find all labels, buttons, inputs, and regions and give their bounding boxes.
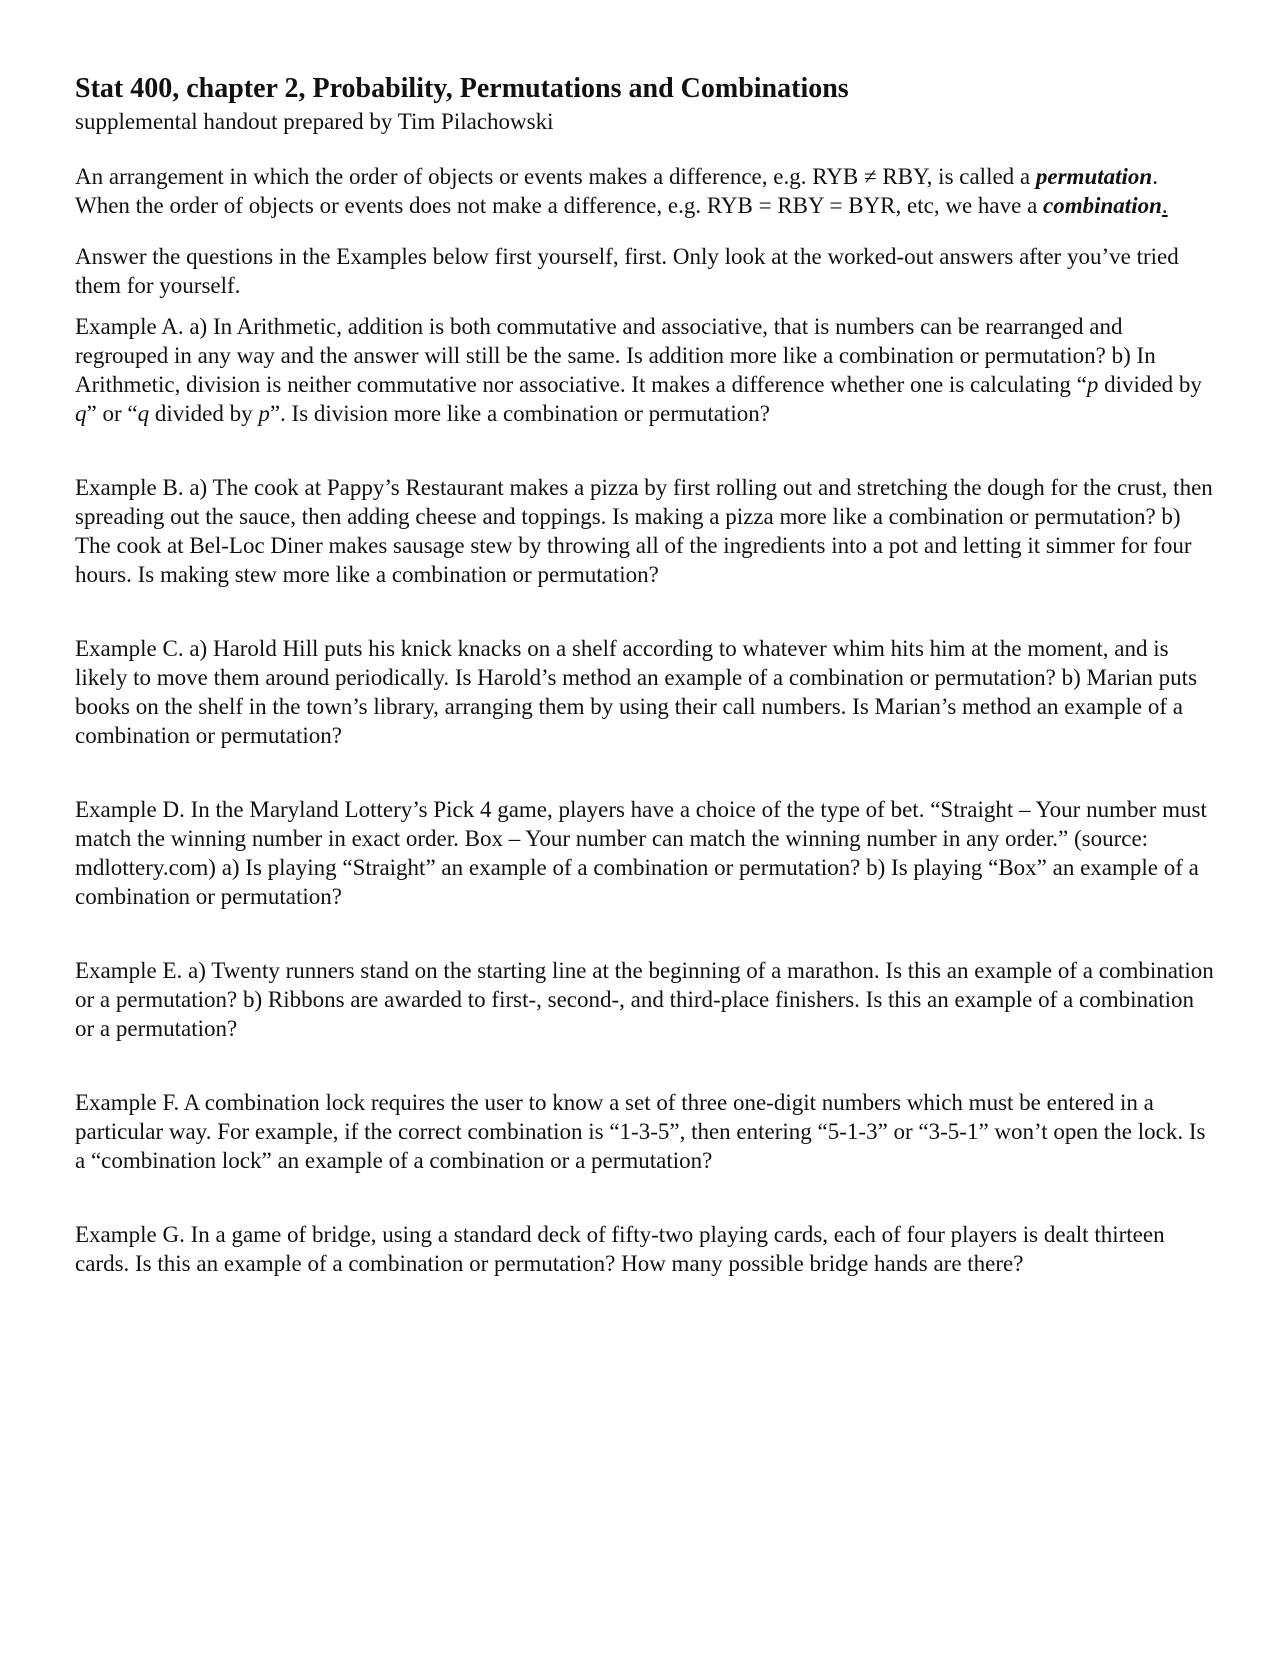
example-c: Example C. a) Harold Hill puts his knick knacks on a shelf according to whatever whim hits him at the moment, and is likely to move them around periodically. Is Harold’s method an example of a combination or permutation? b) Marian puts books on the shelf in the town’s library, arranging them by using their call numbers. Is Marian’s method an example of a combination or permutation? bbox=[75, 636, 1198, 749]
intro-paragraph bbox=[75, 162, 1215, 220]
example-a-text-1: Example A. a) In Arithmetic, addition is both commutative and associative, that is numbers can be rearranged and regrouped in any way and the answer will still be the same. Is addition more like a combination or permutation? b) In Arithmetic, division is neither commutative nor associative. It makes a difference whether one is calculating “ bbox=[75, 314, 1156, 398]
example-a-text-2: divided by bbox=[1098, 372, 1202, 398]
example-a-var-1: p bbox=[1086, 372, 1099, 398]
example-a-text-4: divided by bbox=[149, 401, 259, 427]
example-a bbox=[75, 312, 1215, 428]
term-combination: combination bbox=[1043, 193, 1162, 219]
intro-end: . bbox=[1161, 193, 1168, 219]
example-d: Example D. In the Maryland Lottery’s Pick 4 game, players have a choice of the type of bet. “Straight – Your number must match the winning number in exact order. Box – Your number can match the winning number in any order.” (source: mdlottery.com) a) Is playing “Straight” an example of a combination or permutation? b) Is playing “Box” an example of a combination or permutation? bbox=[75, 797, 1207, 910]
example-a-text-3: ” or “ bbox=[86, 401, 138, 427]
intro-text-2: . When the order of objects or events does not make a difference, e.g. RYB = RBY = BYR, etc, we have a bbox=[75, 164, 1158, 219]
document-title: Stat 400, chapter 2, Probability, Permutations and Combinations bbox=[75, 73, 849, 104]
example-f: Example F. A combination lock requires the user to know a set of three one-digit numbers which must be entered in a particular way. For example, if the correct combination is “1-3-5”, then entering “5-1-3” or “3-5-1” won’t open the lock. Is a “combination lock” an example of a combination or a permutation? bbox=[75, 1090, 1206, 1174]
example-b: Example B. a) The cook at Pappy’s Restaurant makes a pizza by first rolling out and stretching the dough for the crust, then spreading out the sauce, then adding cheese and toppings. Is making a pizza more like a combination or permutation? b) The cook at Bel-Loc Diner makes sausage stew by throwing all of the ingredients into a pot and letting it simmer for four hours. Is making stew more like a combination or permutation? bbox=[75, 475, 1213, 588]
example-a-text-5: ”. Is division more like a combination or permutation? bbox=[269, 401, 770, 427]
example-g: Example G. In a game of bridge, using a standard deck of fifty-two playing cards, each of four players is dealt thirteen cards. Is this an example of a combination or permutation? How many possible bridge hands are there? bbox=[75, 1222, 1165, 1277]
example-a-var-4: p bbox=[258, 401, 270, 427]
document-page bbox=[75, 72, 1215, 1278]
instructions-paragraph: Answer the questions in the Examples below first yourself, first. Only look at the worked-out answers after you’ve tried them for yourself. bbox=[75, 244, 1179, 299]
example-e: Example E. a) Twenty runners stand on the starting line at the beginning of a marathon. Is this an example of a combination or a permutation? b) Ribbons are awarded to first-, second-, and third-place finishers. Is this an example of a combination or a permutation? bbox=[75, 958, 1214, 1042]
term-permutation: permutation bbox=[1035, 164, 1153, 190]
example-a-var-3: q bbox=[137, 401, 150, 427]
intro-text-1: An arrangement in which the order of objects or events makes a difference, e.g. RYB ≠ RBY, is called a bbox=[75, 164, 1036, 190]
example-a-var-2: q bbox=[75, 401, 87, 427]
document-subtitle: supplemental handout prepared by Tim Pilachowski bbox=[75, 108, 554, 134]
